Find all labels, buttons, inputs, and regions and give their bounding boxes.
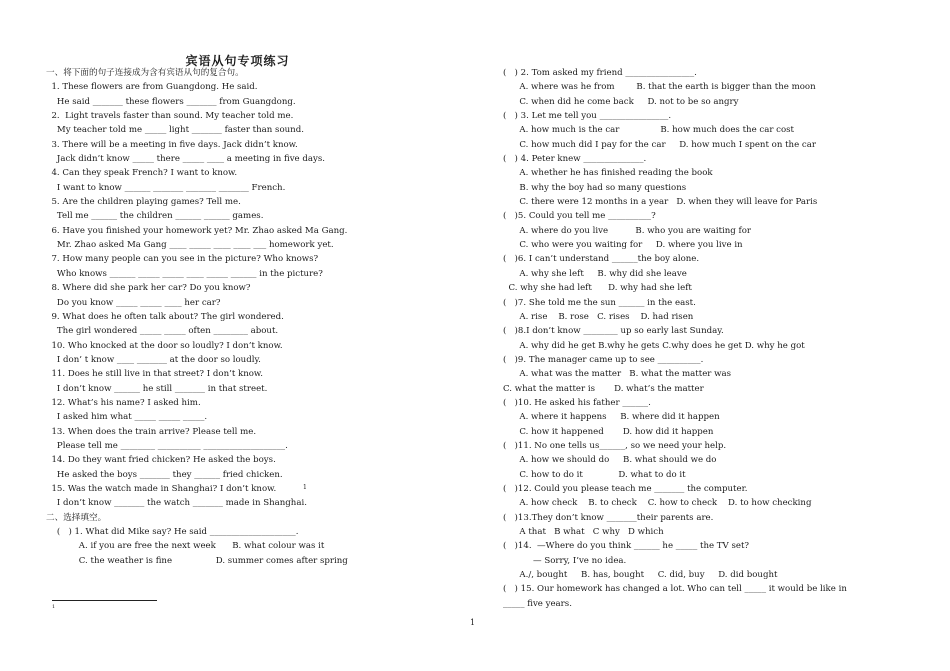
text-line: I want to know ______ _______ _______ _______ French. [46, 182, 286, 193]
text-line: 2. Light travels faster than sound. My teacher told me. [46, 111, 294, 122]
text-line: 9. What does he often talk about? The girl wondered. [46, 311, 284, 322]
right-column [503, 66, 847, 611]
footnote-reference: 1 [303, 484, 307, 491]
text-line: Mr. Zhao asked Ma Gang ____ _____ ____ ____ ___ homework yet. [46, 240, 334, 251]
text-line: B. why the boy had so many questions [503, 182, 687, 193]
text-line: 11. Does he still live in that street? I don’t know. [46, 369, 263, 380]
text-line: _____ five years. [503, 598, 572, 609]
text-line: 3. There will be a meeting in five days. Jack didn’t know. [46, 139, 298, 150]
text-line: ( )12. Could you please teach me _______ the computer. [503, 483, 748, 494]
left-column [46, 66, 348, 568]
text-line: My teacher told me _____ light _______ faster than sound. [46, 125, 304, 136]
text-line: I don’ t know ____ _______ at the door so loudly. [46, 354, 261, 365]
text-line: Tell me ______ the children ______ ______ games. [46, 211, 264, 222]
text-line: C. why she had left D. why had she left [503, 283, 692, 294]
text-line: 7. How many people can you see in the picture? Who knows? [46, 254, 319, 265]
text-line: A. how much is the car B. how much does the car cost [503, 125, 795, 136]
text-line: He asked the boys _______ they ______ fried chicken. [46, 469, 283, 480]
text-line: C. when did he come back D. not to be so angry [503, 96, 739, 107]
text-line: C. what the matter is D. what’s the matter [503, 383, 704, 394]
text-line: A. how we should do B. what should we do [503, 455, 717, 466]
text-line: 15. Was the watch made in Shanghai? I don’t know. [46, 483, 277, 494]
text-line: 10. Who knocked at the door so loudly? I don’t know. [46, 340, 283, 351]
text-line: ( )9. The manager came up to see __________. [503, 354, 704, 365]
text-line: A. whether he has finished reading the book [503, 168, 713, 179]
text-line: C. how much did I pay for the car D. how much I spent on the car [503, 139, 816, 150]
text-line: ( ) 3. Let me tell you ________________. [503, 111, 672, 122]
text-line: A. if you are free the next week B. what colour was it [46, 541, 325, 552]
text-line: 6. Have you finished your homework yet? Mr. Zhao asked Ma Gang. [46, 225, 348, 236]
text-line: 5. Are the children playing games? Tell me. [46, 197, 241, 208]
footnote-divider [52, 600, 157, 601]
text-line: ( ) 15. Our homework has changed a lot. Who can tell _____ it would be like in [503, 584, 847, 595]
text-line: ( )7. She told me the sun ______ in the east. [503, 297, 696, 308]
text-line: Who knows ______ _____ _____ ____ _____ ______ in the picture? [46, 268, 323, 279]
text-line: ( )5. Could you tell me __________? [503, 211, 656, 222]
text-line: 14. Do they want fried chicken? He asked the boys. [46, 455, 276, 466]
text-line: ( )11. No one tells us______, so we need your help. [503, 440, 727, 451]
text-line: A. rise B. rose C. rises D. had risen [503, 311, 694, 322]
text-line: 4. Can they speak French? I want to know. [46, 168, 238, 179]
text-line: A. what was the matter B. what the matter was [503, 369, 732, 380]
text-line: 二、选择填空。 [46, 512, 107, 523]
page-title: 宾语从句专项练习 [185, 54, 290, 68]
text-line: 12. What’s his name? I asked him. [46, 397, 201, 408]
text-line: I don’t know ______ he still _______ in that street. [46, 383, 268, 394]
text-line: C. there were 12 months in a year D. when they will leave for Paris [503, 197, 818, 208]
page-number: 1 [470, 618, 476, 627]
text-line: A that B what C why D which [503, 527, 664, 537]
text-line: Please tell me ________ __________ ___________________. [46, 440, 288, 451]
text-line: ( )10. He asked his father ______. [503, 397, 651, 408]
text-line: ( ) 4. Peter knew ______________. [503, 154, 647, 165]
text-line: ( ) 1. What did Mike say? He said ____________________. [46, 527, 299, 537]
text-line: 一、将下面的句子连接成为含有宾语从句的复合句。 [46, 68, 244, 78]
text-line: A. where it happens B. where did it happen [503, 412, 720, 423]
text-line: A. how check B. to check C. how to check D. to how checking [503, 498, 812, 509]
text-line: A. where was he from B. that the earth is bigger than the moon [503, 82, 816, 93]
text-line: ( )6. I can’t understand ______the boy alone. [503, 254, 700, 265]
text-line: The girl wondered _____ _____ often ________ about. [46, 326, 279, 337]
text-line: A. where do you live B. who you are waiting for [503, 225, 751, 236]
text-line: Jack didn’t know _____ there _____ ____ a meeting in five days. [46, 154, 325, 165]
text-line: 13. When does the train arrive? Please tell me. [46, 426, 257, 437]
text-line: A. why did he get B.why he gets C.why does he get D. why he got [503, 340, 805, 351]
text-line: A./, bought B. has, bought C. did, buy D. did bought [503, 570, 778, 581]
text-line: C. how it happened D. how did it happen [503, 426, 714, 437]
text-line: Do you know _____ _____ ____ her car? [46, 297, 221, 308]
text-line: C. the weather is fine D. summer comes after spring [46, 555, 348, 566]
text-line: A. why she left B. why did she leave [503, 268, 687, 279]
text-line: ( ) 2. Tom asked my friend ________________. [503, 68, 697, 78]
text-line: 8. Where did she park her car? Do you know? [46, 283, 251, 294]
text-line: — Sorry, I’ve no idea. [503, 555, 627, 566]
text-line: I asked him what _____ _____ _____. [46, 412, 208, 423]
text-line: 1. These flowers are from Guangdong. He said. [46, 82, 258, 93]
text-line: He said _______ these flowers _______ from Guangdong. [46, 96, 296, 107]
text-line: C. who were you waiting for D. where you live in [503, 240, 743, 251]
text-line: I don’t know _______ the watch _______ made in Shanghai. [46, 498, 307, 509]
text-line: ( )8.I don’t know ________ up so early last Sunday. [503, 326, 724, 337]
text-line: ( )14. —Where do you think ______ he _____ the TV set? [503, 541, 750, 552]
text-line: C. how to do it D. what to do it [503, 469, 686, 480]
text-line: ( )13.They don’t know _______their parents are. [503, 512, 714, 523]
footnote-mark: 1 [52, 604, 56, 610]
